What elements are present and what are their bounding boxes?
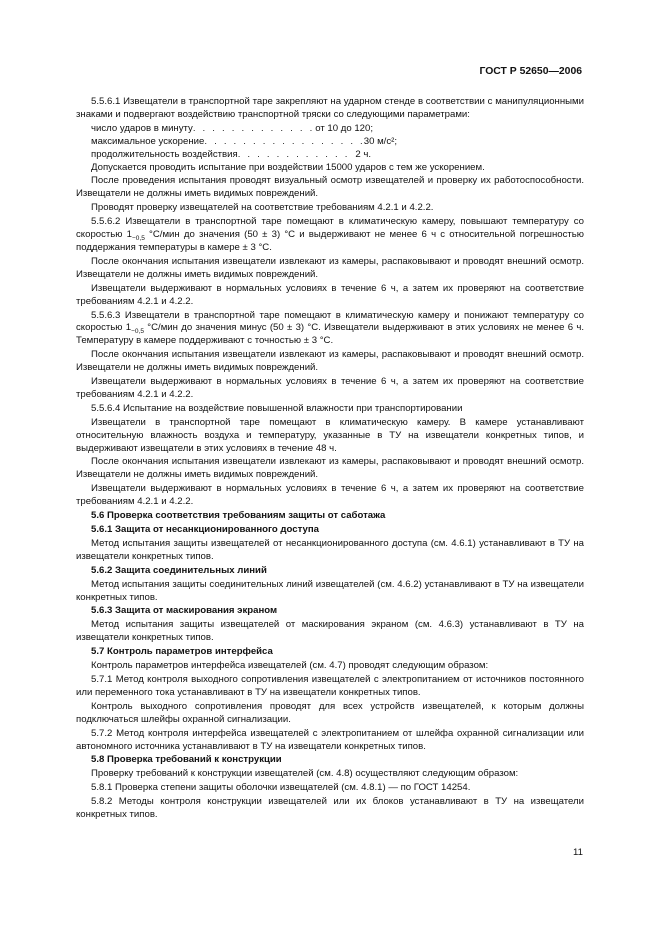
paragraph: Извещатели выдерживают в нормальных условиях в течение 6 ч, а затем их проверяют на соответствие требованиям 4.2.1 и 4.2.2. bbox=[76, 376, 584, 400]
paragraph: После проведения испытания проводят визуальный осмотр извещателей и проверку их работоспособности. Извещатели не должны иметь видимых повреждений. bbox=[76, 175, 584, 200]
paragraph-5-7-2: 5.7.2 Метод контроля интерфейса извещателей с электропитанием от шлейфа охранной сигнализации или автономного источника устанавливают в ТУ на извещатели конкретных типов. bbox=[76, 727, 584, 752]
paragraph: Контроль выходного сопротивления проводят для всех устройств извещателей, к которым должны подключаться шлейфы охранной сигнализации. bbox=[76, 700, 584, 725]
paragraph-5-5-6-4: 5.5.6.4 Испытание на воздействие повышенной влажности при транспортировании bbox=[91, 402, 463, 414]
paragraph: Извещатели выдерживают в нормальных условиях в течение 6 ч, а затем их проверяют на соответствие требованиям 4.2.1 и 4.2.2. bbox=[76, 483, 584, 508]
paragraph-5-8-1: 5.8.1 Проверка степени защиты оболочки извещателей (см. 4.8.1) — по ГОСТ 14254. bbox=[91, 782, 471, 794]
section-heading-5-6-2: 5.6.2 Защита соединительных линий bbox=[91, 564, 267, 576]
paragraph: Метод испытания защиты соединительных линий извещателей (см. 4.6.2) устанавливают в ТУ на извещатели конкретных типов. bbox=[76, 578, 584, 603]
paragraph-5-5-6-1: 5.5.6.1 Извещатели в транспортной таре закрепляют на ударном стенде в соответствии с манипуляционными знаками и подвергают воздействию транспортной тряски со следующими параметрами: bbox=[76, 96, 584, 120]
page-number: 11 bbox=[573, 847, 583, 858]
param-line-duration: продолжительность воздействия . . . 2 ч. bbox=[76, 149, 371, 162]
paragraph-5-5-6-2: 5.5.6.2 Извещатели в транспортной таре помещают в климатическую камеру, повышают температуру со скоростью $1_{-0,5}$ °С/мин до значения (50 ± 3) °С и выдерживают не менее 6 ч с относительной погрешностью поддержания температуры в камере ± 3 °С. bbox=[76, 216, 584, 253]
paragraph-5-8-2: 5.8.2 Методы контроля конструкции извещателей или их блоков устанавливают в ТУ на извещатели конкретных типов. bbox=[76, 796, 584, 821]
section-heading-5-6-3: 5.6.3 Защита от маскирования экраном bbox=[91, 605, 278, 617]
paragraph: Извещатели выдерживают в нормальных условиях в течение 6 ч, а затем их проверяют на соответствие требованиям 4.2.1 и 4.2.2. bbox=[76, 282, 584, 307]
paragraph: После окончания испытания извещатели извлекают из камеры, распаковывают и проводят внешний осмотр. Извещатели не должны иметь видимых повреждений. bbox=[76, 456, 584, 481]
section-heading-5-6-1: 5.6.1 Защита от несанкционированного доступа bbox=[91, 524, 319, 535]
section-heading-5-7: 5.7 Контроль параметров интерфейса bbox=[91, 646, 273, 658]
document-body bbox=[76, 96, 584, 823]
paragraph: После окончания испытания извещатели извлекают из камеры, распаковывают и проводят внешний осмотр. Извещатели не должны иметь видимых повреждений. bbox=[76, 349, 584, 374]
section-heading-5-8: 5.8 Проверка требований к конструкции bbox=[91, 754, 282, 766]
paragraph: Извещатели в транспортной таре помещают в климатическую камеру. В камере устанавливают относительную влажность воздуха и температуру, указанные в ТУ на извещатели конкретных типов, и выдерживают извещатели в этих условиях в течение 48 ч. bbox=[76, 416, 584, 454]
document-header: ГОСТ Р 52650—2006 bbox=[479, 66, 582, 77]
paragraph: Допускается проводить испытание при воздействии 15000 ударов с тем же ускорением. bbox=[91, 161, 485, 173]
section-heading-5-6: 5.6 Проверка соответствия требованиям защиты от саботажа bbox=[91, 510, 386, 522]
paragraph: После окончания испытания извещатели извлекают из камеры, распаковывают и проводят внешний осмотр. Извещатели не должны иметь видимых повреждений. bbox=[76, 255, 584, 280]
paragraph: Метод испытания защиты извещателей от маскирования экраном (см. 4.6.3) устанавливают в ТУ на извещатели конкретных типов. bbox=[76, 619, 584, 644]
param-line-acceleration: максимальное ускорение . . . 30 м/с²; bbox=[76, 136, 397, 149]
param-line-shocks: число ударов в минуту . . . от 10 до 120; bbox=[76, 123, 373, 136]
paragraph: Проводят проверку извещателей на соответствие требованиям 4.2.1 и 4.2.2. bbox=[91, 202, 434, 214]
paragraph-5-5-6-3: 5.5.6.3 Извещатели в транспортной таре помещают в климатическую камеру и понижают температуру со скоростью $1_{-0,5}$ °С/мин до значения минус (50 ± 3) °С. Извещатели выдерживают в этих условиях не менее 6 ч. Температуру в камере поддерживают с точностью ± 3 °С. bbox=[76, 309, 585, 347]
paragraph-5-7-1: 5.7.1 Метод контроля выходного сопротивления извещателей с электропитанием от источников постоянного или переменного тока устанавливают в ТУ на извещатели конкретных типов. bbox=[76, 673, 584, 698]
paragraph: Контроль параметров интерфейса извещателей (см. 4.7) проводят следующим образом: bbox=[91, 660, 489, 672]
paragraph: Проверку требований к конструкции извещателей (см. 4.8) осуществляют следующим образом: bbox=[91, 768, 519, 780]
paragraph: Метод испытания защиты извещателей от несанкционированного доступа (см. 4.6.1) устанавливают в ТУ на извещатели конкретных типов. bbox=[76, 537, 584, 562]
